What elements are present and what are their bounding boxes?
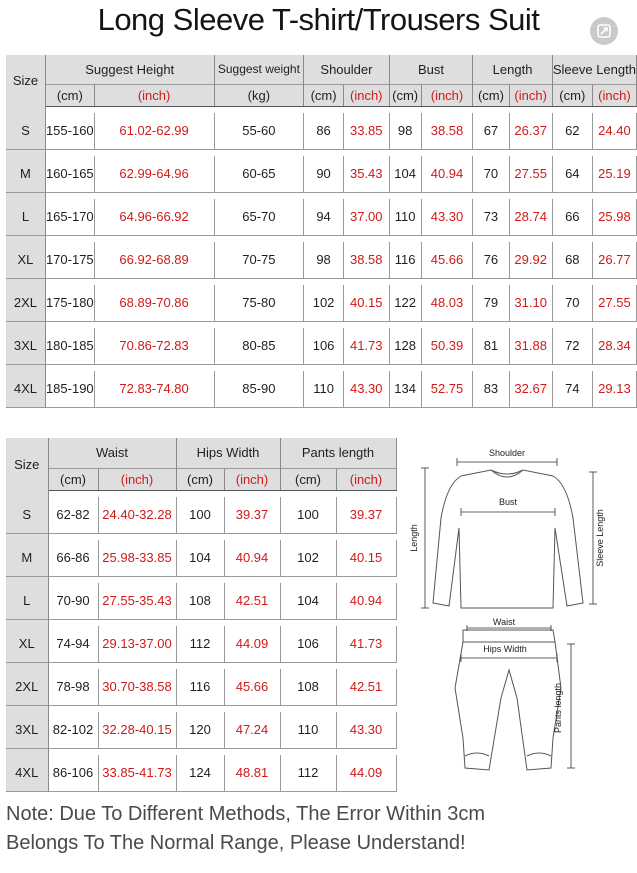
table-cell: 94: [304, 199, 344, 235]
row-spacer: [6, 192, 637, 199]
table-row: [6, 242, 637, 278]
table-row: [6, 371, 637, 407]
table-cell: 62: [552, 113, 592, 149]
table-cell: 80-85: [214, 328, 304, 364]
table-cell: 81: [473, 328, 509, 364]
table-cell: 50.39: [421, 328, 473, 364]
table-cell: 180-185: [45, 328, 94, 364]
unit-inch: (inch): [98, 468, 176, 490]
row-spacer: [6, 278, 637, 285]
table-cell: 31.10: [509, 285, 552, 321]
shirt-illustration: [433, 470, 583, 608]
table-cell: 102: [304, 285, 344, 321]
table-cell: 28.34: [592, 328, 636, 364]
table-cell: 43.30: [336, 712, 396, 748]
table-cell: 25.98: [592, 199, 636, 235]
table-cell: 48.03: [421, 285, 473, 321]
table-cell: 124: [176, 755, 224, 791]
table-cell: 108: [280, 669, 336, 705]
table-cell: 104: [389, 156, 421, 192]
table-cell: 37.00: [343, 199, 389, 235]
row-spacer: [6, 321, 637, 328]
expand-icon: [596, 23, 612, 39]
table-cell: 175-180: [45, 285, 94, 321]
label-waist: Waist: [492, 617, 516, 627]
table-cell: 24.40: [592, 113, 636, 149]
header-suggest-weight: Suggest weight: [214, 55, 304, 84]
table-cell: 134: [389, 371, 421, 407]
table-cell: 110: [280, 712, 336, 748]
table-cell: 32.28-40.15: [98, 712, 176, 748]
table-cell: 64.96-66.92: [94, 199, 214, 235]
table-cell: 170-175: [45, 242, 94, 278]
size-label: M: [6, 156, 45, 192]
table-cell: 38.58: [343, 242, 389, 278]
table-row: [6, 540, 396, 576]
table-cell: 45.66: [421, 242, 473, 278]
table-cell: 70.86-72.83: [94, 328, 214, 364]
table-cell: 106: [280, 626, 336, 662]
table-cell: 108: [176, 583, 224, 619]
measurement-diagram: [405, 438, 625, 798]
table-cell: 72.83-74.80: [94, 371, 214, 407]
table-cell: 70: [473, 156, 509, 192]
table-cell: 39.37: [224, 497, 280, 533]
header-suggest-height: Suggest Height: [45, 55, 214, 84]
header-shoulder: Shoulder: [304, 55, 389, 84]
size-label: XL: [6, 242, 45, 278]
table-cell: 43.30: [343, 371, 389, 407]
table-cell: 38.58: [421, 113, 473, 149]
table-cell: 98: [304, 242, 344, 278]
size-label: S: [6, 113, 45, 149]
bottom-unit-header-row: [6, 468, 396, 490]
table-cell: 86: [304, 113, 344, 149]
label-sleeve-length: Sleeve Length: [595, 509, 605, 567]
table-cell: 112: [280, 755, 336, 791]
table-cell: 62.99-64.96: [94, 156, 214, 192]
unit-inch: (inch): [592, 84, 636, 106]
table-cell: 116: [176, 669, 224, 705]
size-label: M: [6, 540, 48, 576]
table-cell: 74: [552, 371, 592, 407]
table-cell: 110: [304, 371, 344, 407]
size-label: S: [6, 497, 48, 533]
table-cell: 25.19: [592, 156, 636, 192]
table-cell: 44.09: [336, 755, 396, 791]
table-cell: 45.66: [224, 669, 280, 705]
table-row: [6, 669, 396, 705]
table-cell: 112: [176, 626, 224, 662]
table-cell: 27.55: [592, 285, 636, 321]
unit-inch: (inch): [343, 84, 389, 106]
page-title: Long Sleeve T-shirt/Trousers Suit: [97, 2, 540, 37]
unit-cm: (cm): [45, 84, 94, 106]
header-hips-width: Hips Width: [176, 438, 280, 468]
size-column-header: Size: [6, 438, 48, 490]
table-row: [6, 712, 396, 748]
header-bust: Bust: [389, 55, 473, 84]
bottom-group-header-row: [6, 438, 396, 468]
table-cell: 72: [552, 328, 592, 364]
table-cell: 29.92: [509, 242, 552, 278]
size-label: 4XL: [6, 371, 45, 407]
table-cell: 110: [389, 199, 421, 235]
table-cell: 55-60: [214, 113, 304, 149]
table-cell: 102: [280, 540, 336, 576]
table-cell: 35.43: [343, 156, 389, 192]
table-cell: 67: [473, 113, 509, 149]
table-cell: 33.85-41.73: [98, 755, 176, 791]
size-label: 3XL: [6, 712, 48, 748]
table-cell: 31.88: [509, 328, 552, 364]
table-cell: 70: [552, 285, 592, 321]
table-cell: 79: [473, 285, 509, 321]
unit-inch: (inch): [94, 84, 214, 106]
table-cell: 64: [552, 156, 592, 192]
top-unit-header-row: [6, 84, 637, 106]
row-spacer: [6, 235, 637, 242]
table-cell: 27.55-35.43: [98, 583, 176, 619]
table-cell: 26.77: [592, 242, 636, 278]
unit-inch: (inch): [336, 468, 396, 490]
table-cell: 185-190: [45, 371, 94, 407]
note-text: [6, 800, 485, 858]
table-cell: 65-70: [214, 199, 304, 235]
table-cell: 48.81: [224, 755, 280, 791]
unit-inch: (inch): [421, 84, 473, 106]
table-cell: 41.73: [336, 626, 396, 662]
table-cell: 60-65: [214, 156, 304, 192]
table-cell: 62-82: [48, 497, 98, 533]
row-spacer: [6, 533, 396, 540]
top-group-header-row: [6, 55, 637, 84]
table-cell: 30.70-38.58: [98, 669, 176, 705]
size-column-header: Size: [6, 55, 45, 106]
table-cell: 66.92-68.89: [94, 242, 214, 278]
table-cell: 100: [176, 497, 224, 533]
table-cell: 86-106: [48, 755, 98, 791]
table-cell: 40.94: [224, 540, 280, 576]
table-cell: 83: [473, 371, 509, 407]
table-cell: 42.51: [224, 583, 280, 619]
unit-cm: (cm): [473, 84, 509, 106]
table-cell: 76: [473, 242, 509, 278]
size-label: 4XL: [6, 755, 48, 791]
table-cell: 40.94: [336, 583, 396, 619]
table-cell: 128: [389, 328, 421, 364]
table-cell: 39.37: [336, 497, 396, 533]
table-cell: 66-86: [48, 540, 98, 576]
label-shoulder: Shoulder: [488, 448, 526, 458]
table-cell: 155-160: [45, 113, 94, 149]
table-cell: 82-102: [48, 712, 98, 748]
size-label: 2XL: [6, 669, 48, 705]
label-length: Length: [409, 524, 419, 552]
expand-button[interactable]: [590, 17, 618, 45]
table-cell: 122: [389, 285, 421, 321]
table-cell: 40.15: [343, 285, 389, 321]
size-label: XL: [6, 626, 48, 662]
note-line-1: Note: Due To Different Methods, The Error Within 3cm: [6, 803, 486, 825]
table-cell: 40.15: [336, 540, 396, 576]
table-cell: 29.13: [592, 371, 636, 407]
table-row: [6, 497, 396, 533]
table-cell: 120: [176, 712, 224, 748]
unit-inch: (inch): [224, 468, 280, 490]
label-bust: Bust: [498, 497, 518, 507]
bottom-size-table: [6, 438, 397, 792]
table-cell: 42.51: [336, 669, 396, 705]
table-cell: 74-94: [48, 626, 98, 662]
table-cell: 52.75: [421, 371, 473, 407]
unit-cm: (cm): [304, 84, 344, 106]
row-spacer: [6, 576, 396, 583]
header-sleeve-length: Sleeve Length: [552, 55, 636, 84]
table-cell: 68: [552, 242, 592, 278]
table-cell: 70-75: [214, 242, 304, 278]
header-waist: Waist: [48, 438, 176, 468]
table-cell: 68.89-70.86: [94, 285, 214, 321]
table-cell: 116: [389, 242, 421, 278]
table-cell: 165-170: [45, 199, 94, 235]
size-label: L: [6, 199, 45, 235]
header-pants-length: Pants length: [280, 438, 396, 468]
table-cell: 28.74: [509, 199, 552, 235]
table-row: [6, 113, 637, 149]
row-spacer: [6, 619, 396, 626]
row-spacer: [6, 149, 637, 156]
size-label: 2XL: [6, 285, 45, 321]
table-cell: 29.13-37.00: [98, 626, 176, 662]
table-row: [6, 285, 637, 321]
top-size-table: [6, 55, 637, 408]
table-row: [6, 328, 637, 364]
row-spacer: [6, 662, 396, 669]
table-row: [6, 199, 637, 235]
header-length: Length: [473, 55, 552, 84]
table-cell: 100: [280, 497, 336, 533]
table-cell: 32.67: [509, 371, 552, 407]
shirt-measure-lines: [421, 458, 597, 608]
row-spacer: [6, 705, 396, 712]
table-cell: 44.09: [224, 626, 280, 662]
size-label: L: [6, 583, 48, 619]
table-cell: 24.40-32.28: [98, 497, 176, 533]
table-cell: 160-165: [45, 156, 94, 192]
table-cell: 98: [389, 113, 421, 149]
unit-inch: (inch): [509, 84, 552, 106]
table-cell: 25.98-33.85: [98, 540, 176, 576]
table-cell: 26.37: [509, 113, 552, 149]
table-row: [6, 583, 396, 619]
table-cell: 61.02-62.99: [94, 113, 214, 149]
label-hips-width: Hips Width: [483, 644, 527, 654]
table-cell: 70-90: [48, 583, 98, 619]
table-cell: 104: [176, 540, 224, 576]
label-pants-length: Pants length: [553, 682, 563, 734]
table-cell: 43.30: [421, 199, 473, 235]
table-cell: 41.73: [343, 328, 389, 364]
row-spacer: [6, 106, 637, 113]
table-cell: 90: [304, 156, 344, 192]
table-cell: 75-80: [214, 285, 304, 321]
table-cell: 66: [552, 199, 592, 235]
table-cell: 85-90: [214, 371, 304, 407]
table-cell: 73: [473, 199, 509, 235]
row-spacer: [6, 490, 396, 497]
table-row: [6, 755, 396, 791]
table-cell: 47.24: [224, 712, 280, 748]
table-cell: 27.55: [509, 156, 552, 192]
table-row: [6, 156, 637, 192]
unit-cm: (cm): [176, 468, 224, 490]
size-label: 3XL: [6, 328, 45, 364]
unit-cm: (cm): [48, 468, 98, 490]
table-row: [6, 626, 396, 662]
row-spacer: [6, 364, 637, 371]
table-cell: 104: [280, 583, 336, 619]
table-cell: 78-98: [48, 669, 98, 705]
unit-cm: (cm): [280, 468, 336, 490]
unit-kg: (kg): [214, 84, 304, 106]
row-spacer: [6, 748, 396, 755]
table-cell: 40.94: [421, 156, 473, 192]
table-cell: 106: [304, 328, 344, 364]
note-line-2: Belongs To The Normal Range, Please Understand!: [6, 832, 466, 854]
unit-cm: (cm): [389, 84, 421, 106]
table-cell: 33.85: [343, 113, 389, 149]
unit-cm: (cm): [552, 84, 592, 106]
